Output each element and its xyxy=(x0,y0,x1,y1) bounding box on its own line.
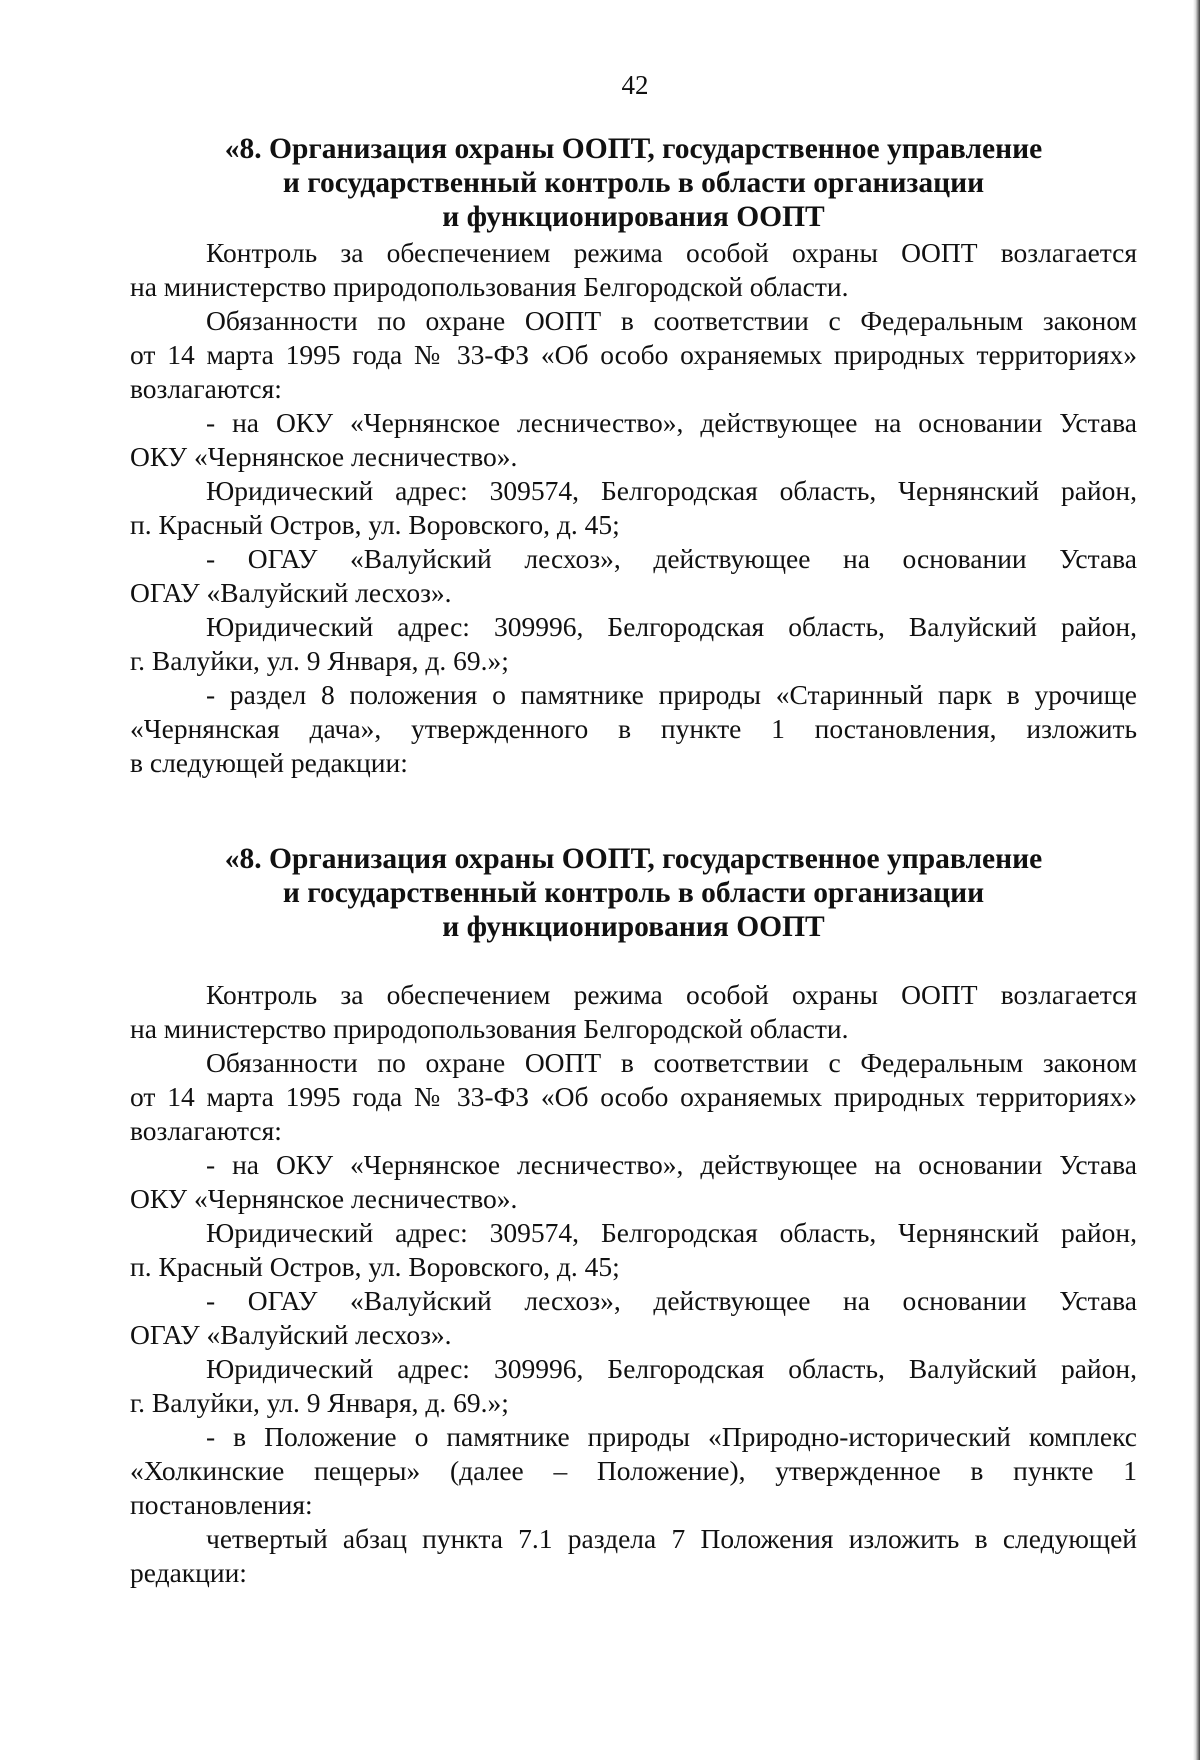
heading-line: «8. Организация охраны ООПТ, государственное управление xyxy=(224,133,1043,165)
heading-line: и государственный контроль в области организации xyxy=(282,877,985,909)
section-body-2 xyxy=(130,978,1137,1590)
text-line: в следующей редакции: xyxy=(130,747,408,778)
text-line: - ОГАУ «Валуйский лесхоз», действующее на основании Устава xyxy=(206,1285,1137,1316)
text-line: на министерство природопользования Белгородской области. xyxy=(130,1013,849,1044)
heading-line: и функционирования ООПТ xyxy=(442,911,825,943)
page-edge-shadow xyxy=(1193,0,1200,1760)
text-line: Обязанности по охране ООПТ в соответствии с Федеральным законом xyxy=(206,305,1137,336)
text-line: ОКУ «Чернянское лесничество». xyxy=(130,441,518,472)
paragraph xyxy=(130,304,1137,406)
paragraph xyxy=(130,542,1137,610)
text-line: возлагаются: xyxy=(130,373,282,404)
section-heading-2 xyxy=(130,842,1137,944)
paragraph xyxy=(130,474,1137,542)
text-line: постановления: xyxy=(130,1489,313,1520)
text-line: п. Красный Остров, ул. Воровского, д. 45; xyxy=(130,509,620,540)
text-line: от 14 марта 1995 года № 33-ФЗ «Об особо охраняемых природных территориях» xyxy=(130,1081,1137,1112)
text-line: «Чернянская дача», утвержденного в пункте 1 постановления, изложить xyxy=(130,713,1137,744)
text-line: от 14 марта 1995 года № 33-ФЗ «Об особо охраняемых природных территориях» xyxy=(130,339,1137,370)
text-line: Юридический адрес: 309574, Белгородская область, Чернянский район, xyxy=(206,1217,1137,1248)
paragraph xyxy=(130,236,1137,304)
text-line: Юридический адрес: 309996, Белгородская область, Валуйский район, xyxy=(206,611,1137,642)
paragraph xyxy=(130,406,1137,474)
section-heading-1 xyxy=(130,132,1137,234)
text-line: редакции: xyxy=(130,1557,247,1588)
paragraph xyxy=(130,978,1137,1046)
paragraph xyxy=(130,1046,1137,1148)
text-line: ОГАУ «Валуйский лесхоз». xyxy=(130,577,452,608)
paragraph xyxy=(130,1420,1137,1522)
section-body-1 xyxy=(130,236,1137,780)
text-line: четвертый абзац пункта 7.1 раздела 7 Положения изложить в следующей xyxy=(206,1523,1137,1554)
text-line: ОГАУ «Валуйский лесхоз». xyxy=(130,1319,452,1350)
paragraph xyxy=(130,1522,1137,1590)
text-line: - раздел 8 положения о памятнике природы «Старинный парк в урочище xyxy=(206,679,1137,710)
text-line: «Холкинские пещеры» (далее – Положение), утвержденное в пункте 1 xyxy=(130,1455,1137,1486)
paragraph xyxy=(130,1352,1137,1420)
paragraph xyxy=(130,1148,1137,1216)
paragraph xyxy=(130,610,1137,678)
text-line: - на ОКУ «Чернянское лесничество», действующее на основании Устава xyxy=(206,407,1137,438)
heading-line: «8. Организация охраны ООПТ, государственное управление xyxy=(224,843,1043,875)
paragraph xyxy=(130,1216,1137,1284)
text-line: возлагаются: xyxy=(130,1115,282,1146)
heading-line: и государственный контроль в области организации xyxy=(282,167,985,199)
text-line: Юридический адрес: 309574, Белгородская область, Чернянский район, xyxy=(206,475,1137,506)
text-line: Контроль за обеспечением режима особой охраны ООПТ возлагается xyxy=(206,979,1137,1010)
text-line: Обязанности по охране ООПТ в соответствии с Федеральным законом xyxy=(206,1047,1137,1078)
text-line: ОКУ «Чернянское лесничество». xyxy=(130,1183,518,1214)
text-line: - на ОКУ «Чернянское лесничество», действующее на основании Устава xyxy=(206,1149,1137,1180)
text-line: - ОГАУ «Валуйский лесхоз», действующее на основании Устава xyxy=(206,543,1137,574)
paragraph xyxy=(130,1284,1137,1352)
text-line: г. Валуйки, ул. 9 Января, д. 69.»; xyxy=(130,645,509,676)
paragraph xyxy=(130,678,1137,780)
text-line: Контроль за обеспечением режима особой охраны ООПТ возлагается xyxy=(206,237,1137,268)
text-line: на министерство природопользования Белгородской области. xyxy=(130,271,849,302)
text-line: г. Валуйки, ул. 9 Января, д. 69.»; xyxy=(130,1387,509,1418)
text-line: п. Красный Остров, ул. Воровского, д. 45; xyxy=(130,1251,620,1282)
text-line: Юридический адрес: 309996, Белгородская область, Валуйский район, xyxy=(206,1353,1137,1384)
page-number: 42 xyxy=(621,70,649,100)
heading-line: и функционирования ООПТ xyxy=(442,201,825,233)
text-line: - в Положение о памятнике природы «Природно-исторический комплекс xyxy=(206,1421,1137,1452)
